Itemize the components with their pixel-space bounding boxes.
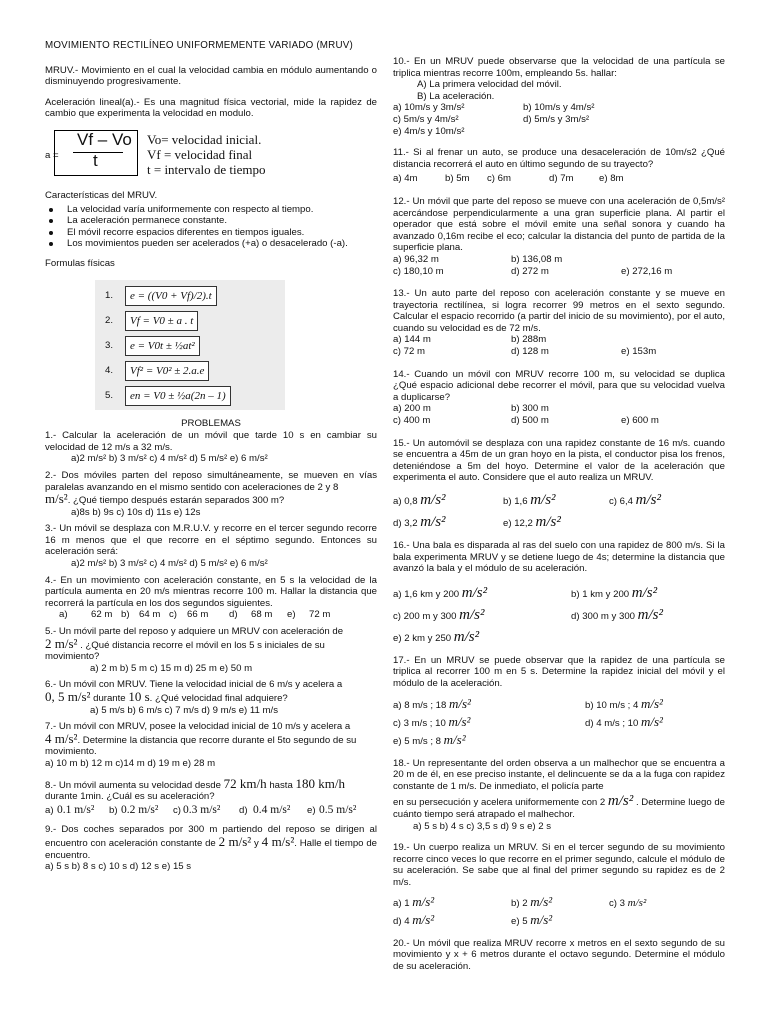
problem-3-options: a)2 m/s² b) 3 m/s² c) 4 m/s² d) 5 m/s² e) 6 m/s²	[71, 558, 268, 570]
formulas-image: 1. e = ((V0 + Vf)/2).t 2. Vf = V0 ± a . t 3. e = V0t ± ½at² 4. Vf² = V0² ± 2.a.e 5. en = V0 ± ½a(2n – 1)	[95, 280, 285, 410]
problem-4: 4.- En un movimiento con aceleración constante, en 5 s la velocidad de la partícula aumenta en 20 m/s mientras recorre 100 m. Hallar la distancia que recorrerá la partícula en los dos segundos siguientes.	[45, 574, 377, 609]
problem-10-b: B) La aceleración.	[417, 90, 495, 102]
problem-18-cont: en su persecución y acelera uniformemente con 2 m/s² . Determine luego de cuánto tiempo será atrapado el malhechor.	[393, 793, 725, 820]
problem-18-options: a) 5 s b) 4 s c) 3,5 s d) 9 s e) 2 s	[413, 820, 552, 832]
problem-6-cont: 0, 5 m/s² durante 10 s. ¿Qué velocidad final adquiere?	[45, 689, 288, 704]
characteristic-item: El móvil recorre espacios diferentes en tiempos iguales.	[45, 227, 377, 239]
problem-1: 1.- Calcular la aceleración de un móvil que tarde 10 s en cambiar su velocidad de 12 m/s a 32 m/s.	[45, 430, 377, 453]
formula-5: en = V0 ± ½a(2n – 1)	[125, 386, 231, 406]
problem-9: 9.- Dos coches separados por 300 m partiendo del reposo se dirigen al encuentro con aceleración constante de 2 m/s² y 4 m/s². Halle el tiempo de encuentro.	[45, 824, 378, 861]
problem-15-options: a) 0,8 m/s² b) 1,6 m/s² c) 6,4 m/s²	[393, 492, 662, 509]
legend-vf: Vf = velocidad final	[147, 146, 253, 162]
problem-5-cont: 2 m/s² . ¿Qué distancia recorre el móvil en los 5 s iniciales de su movimiento?	[45, 635, 325, 663]
problem-12-options: a) 96,32 m b) 136,08 m	[393, 253, 563, 265]
problem-18: 18.- Un representante del orden observa a un malhechor que se encuentra a 20 m de él, en ese preciso instante, el delincuente se da a la fuga con rapidez constante de 1 m/s. De inmediato, el policía parte	[393, 757, 725, 792]
formula-1: e = ((V0 + Vf)/2).t	[125, 286, 217, 306]
problem-13-options: a) 144 m b) 288m	[393, 334, 547, 346]
problem-8-cont: durante 1min. ¿Cuál es su aceleración?	[45, 791, 215, 803]
problem-10-a: A) La primera velocidad del móvil.	[417, 79, 562, 91]
problem-14-options: a) 200 m b) 300 m	[393, 403, 549, 415]
problem-10: 10.- En un MRUV puede observarse que la velocidad de una partícula se triplica mientras recorre 100m, empleando 5s. hallar:	[393, 56, 725, 79]
formula-2: Vf = V0 ± a . t	[125, 311, 198, 331]
problem-19: 19.- Un cuerpo realiza un MRUV. Si en el tercer segundo de su movimiento recorre cinco veces lo que recorre en el primer segundo, calcule el módulo de su aceleración. Se sabe que al final del primer segundo su rapidez es de 2 m/s.	[393, 842, 725, 888]
problem-12: 12.- Un móvil que parte del reposo se mueve con una aceleración de 0,5m/s² acercándose perpendicularmente a una gran superficie plana. Al partir el operador que está sobre el móvil emite una señal sonora y cuando ha avanzado 0,16m recibe el eco; calcular la distancia del punto de partida de la superficie plana.	[393, 195, 725, 254]
problem-2-cont: m/s². ¿Qué tiempo después estarán separados 300 m?	[45, 491, 285, 507]
mruv-definition: MRUV.- Movimiento en el cual la velocidad cambia en módulo aumentando o disminuyendo progresivamente.	[45, 64, 377, 88]
formula-3: e = V0t ± ½at²	[125, 336, 200, 356]
problem-19-options: a) 1 m/s² b) 2 m/s² c) 3 m/s²	[393, 893, 647, 909]
problem-4-options: a) 62 m b) 64 m c) 66 m d) 68 m e) 72 m	[59, 609, 331, 621]
problem-16-options: a) 1,6 km y 200 m/s² b) 1 km y 200 m/s²	[393, 585, 658, 602]
problem-7-cont: 4 m/s². Determine la distancia que recorre durante el 5to segundo de su movimiento.	[45, 730, 357, 758]
characteristic-item: Los movimientos pueden ser acelerados (+a) o desacelerado (-a).	[45, 238, 377, 250]
problem-2: 2.- Dos móviles parten del reposo simultáneamente, se mueven en vías paralelas avanzando en el mismo sentido con aceleraciones de 2 y 8	[45, 469, 377, 493]
problem-3: 3.- Un móvil se desplaza con M.R.U.V. y recorre en el tercer segundo recorre 16 m menos que el que recorre en el séptimo segundo. Entonces su aceleración será:	[45, 523, 377, 558]
formula-numerator: Vf – Vo	[77, 129, 132, 149]
legend-vo: Vo= velocidad inicial.	[147, 131, 262, 147]
characteristics-title: Características del MRUV.	[45, 189, 158, 201]
problem-6-options: a) 5 m/s b) 6 m/s c) 7 m/s d) 9 m/s e) 11 m/s	[90, 704, 279, 716]
formulas-title: Formulas físicas	[45, 257, 115, 269]
problems-heading: PROBLEMAS	[181, 417, 241, 429]
characteristic-item: La velocidad varía uniformemente con respecto al tiempo.	[45, 204, 377, 216]
fraction-bar	[73, 152, 123, 153]
problem-1-options: a)2 m/s² b) 3 m/s² c) 4 m/s² d) 5 m/s² e) 6 m/s²	[71, 453, 268, 465]
characteristics-list	[45, 204, 377, 250]
problem-6: 6.- Un móvil con MRUV. Tiene la velocidad inicial de 6 m/s y acelera a	[45, 679, 343, 691]
formula-4: Vf² = V0² ± 2.a.e	[125, 361, 209, 381]
acceleration-formula	[45, 128, 377, 178]
problem-16: 16.- Una bala es disparada al ras del suelo con una rapidez de 800 m/s. Si la bala experimenta MRUV y se detiene luego de 4s; determine la distancia que avanzó la bala y el módulo de su aceleración.	[393, 540, 725, 575]
right-column: 10.- En un MRUV puede observarse que la velocidad de una partícula se triplica mientras recorre 100m, empleando 5s. hallar: A) La primera velocidad del móvil. B) La aceleración. a) 10m/s y 3m/s² b) 10m/s y 4m/s² c) 5m/s y 4m/s² d) 5m/s y 3m/s² e) 4m/s y 10m/s² 11.- Si al frenar un auto, se produce una desaceleración de 10m/s2 ¿Qué distancia recorrerá el auto en último segundo de su trayecto? a) 4m b) 5m c) 6m d) 7m e) 8m 12.- Un móvil que parte del reposo se mueve con una aceleración de 0,5m/s² acercándose perpendicularmente a una gran superficie plana. Al partir el operador que está sobre el móvil emite una señal sonora y cuando ha avanzado 0,16m recibe el eco; calcular la distancia del punto de partida de la superficie plana. a) 96,32 m b) 136,08 m c) 180,10 m d) 272 m e) 272,16 m 13.- Un auto parte del reposo con aceleración constante y se mueve en trayectoria rectilínea, si logra recorrer 99 metros en el sexto segundo. Calcular el espacio recorrido (a partir del inicio de su movimiento), por el auto, cuando su velocidad es de 72 m/s. a) 144 m b) 288m c) 72 m d) 128 m e) 153m 14.- Cuando un móvil con MRUV recorre 100 m, su velocidad se duplica ¿Qué espacio adicional debe recorrer el móvil, para que su velocidad vuelva a duplicarse? a) 200 m b) 300 m c) 400 m d) 500 m e) 600 m 15.- Un automóvil se desplaza con una rapidez constante de 16 m/s. cuando se encuentra a 45m de un gran hoyo en la pista, el conductor pisa los frenos, deteniéndose a 5m del hoyo. Determine el valor de la aceleración que experimenta el auto. Considere que el auto realiza un MRUV. a) 0,8 m/s² b) 1,6 m/s² c) 6,4 m/s² d) 3,2 m/s² e) 12,2 m/s² 16.- Una bala es disparada al ras del suelo con una rapidez de 800 m/s. Si la bala experimenta MRUV y se detiene luego de 4s; determine la distancia que avanzó la bala y el módulo de su aceleración. a) 1,6 km y 200 m/s² b) 1 km y 200 m/s² c) 200 m y 300 m/s² d) 300 m y 300 m/s² e) 2 km y 250 m/s² 17.- En un MRUV se puede observar que la rapidez de una partícula se triplica al recorrer 100 m en 5 s. Determine la rapidez inicial del móvil y el módulo de la aceleración. a) 8 m/s ; 18 m/s² b) 10 m/s ; 4 m/s² c) 3 m/s ; 10 m/s² d) 4 m/s ; 10 m/s² e) 5 m/s ; 8 m/s² 18.- Un representante del orden observa a un malhechor que se encuentra a 20 m de él, en ese preciso instante, el delincuente se da a la fuga con rapidez constante de 1 m/s. De inmediato, el policía parte en su persecución y acelera uniformemente con 2 m/s² . Determine luego de cuánto tiempo será atrapado el malhechor. a) 5 s b) 4 s c) 3,5 s d) 9 s e) 2 s 19.- Un cuerpo realiza un MRUV. Si en el tercer segundo de su movimiento recorre cinco veces lo que recorre en el primer segundo, calcule el módulo de su aceleración. Se sabe que al final del primer segundo su rapidez es de 2 m/s. a) 1 m/s² b) 2 m/s² c) 3 m/s² d) 4 m/s² e) 5 m/s² 20.- Un móvil que realiza MRUV recorre x metros en el sexto segundo de su movimiento y x + 6 metros durante el octavo segundo. Determine el módulo de su aceleración.	[393, 56, 725, 972]
problem-9-options: a) 5 s b) 8 s c) 10 s d) 12 s e) 15 s	[45, 861, 192, 873]
left-column	[45, 40, 377, 873]
problem-13: 13.- Un auto parte del reposo con aceleración constante y se mueve en trayectoria rectilínea, si logra recorrer 99 metros en el sexto segundo. Calcular el espacio recorrido (a partir del inicio de su movimiento), por el auto, cuando su velocidad es de 72 m/s.	[393, 288, 725, 334]
problem-2-options: a)8s b) 9s c) 10s d) 11s e) 12s	[71, 506, 201, 518]
problem-8-options: a) 0.1 m/s² b) 0.2 m/s² c) 0.3 m/s² d) 0.4 m/s² e) 0.5 m/s²	[45, 803, 357, 816]
page-title: MOVIMIENTO RECTILÍNEO UNIFORMEMENTE VARIADO (MRUV)	[45, 40, 353, 51]
problem-11-options: a) 4m b) 5m c) 6m d) 7m e) 8m	[393, 173, 624, 185]
problem-10-options: a) 10m/s y 3m/s² b) 10m/s y 4m/s²	[393, 102, 595, 114]
characteristic-item: La aceleración permanece constante.	[45, 215, 377, 227]
formula-legend	[147, 132, 266, 177]
problem-17-options: a) 8 m/s ; 18 m/s² b) 10 m/s ; 4 m/s²	[393, 695, 663, 711]
legend-t: t = intervalo de tiempo	[147, 161, 266, 177]
problem-14: 14.- Cuando un móvil con MRUV recorre 100 m, su velocidad se duplica ¿Qué espacio adicional debe recorrer el móvil, para que su velocidad vuelva a duplicarse?	[393, 368, 725, 403]
problem-5-options: a) 2 m b) 5 m c) 15 m d) 25 m e) 50 m	[90, 662, 253, 674]
problem-17: 17.- En un MRUV se puede observar que la rapidez de una partícula se triplica al recorrer 100 m en 5 s. Determine la rapidez inicial del móvil y el módulo de la aceleración.	[393, 654, 725, 689]
problem-8: 8.- Un móvil aumenta su velocidad desde 72 km/h hasta 180 km/h	[45, 775, 345, 791]
problem-7-options: a) 10 m b) 12 m c)14 m d) 19 m e) 28 m	[45, 757, 216, 769]
problem-11: 11.- Si al frenar un auto, se produce una desaceleración de 10m/s2 ¿Qué distancia recorrerá el auto en último segundo de su trayecto?	[393, 147, 725, 170]
problem-20: 20.- Un móvil que realiza MRUV recorre x metros en el sexto segundo de su movimiento y x + 6 metros durante el octavo segundo. Determine el módulo de su aceleración.	[393, 937, 725, 972]
problem-5: 5.- Un móvil parte del reposo y adquiere un MRUV con aceleración de	[45, 626, 344, 638]
formula-lhs: a =	[45, 149, 59, 161]
acceleration-definition: Aceleración lineal(a).- Es una magnitud física vectorial, mide la rapidez de cambio que experimenta la velocidad en modulo.	[45, 96, 377, 120]
problem-15: 15.- Un automóvil se desplaza con una rapidez constante de 16 m/s. cuando se encuentra a 45m de un gran hoyo en la pista, el conductor pisa los frenos, deteniéndose a 5m del hoyo. Determine el valor de la aceleración que experimenta el auto. Considere que el auto realiza un MRUV.	[393, 437, 725, 484]
formula-frame	[54, 130, 138, 176]
problem-7: 7.- Un móvil con MRUV, posee la velocidad inicial de 10 m/s y acelera a	[45, 721, 351, 733]
formula-denominator: t	[93, 150, 98, 170]
